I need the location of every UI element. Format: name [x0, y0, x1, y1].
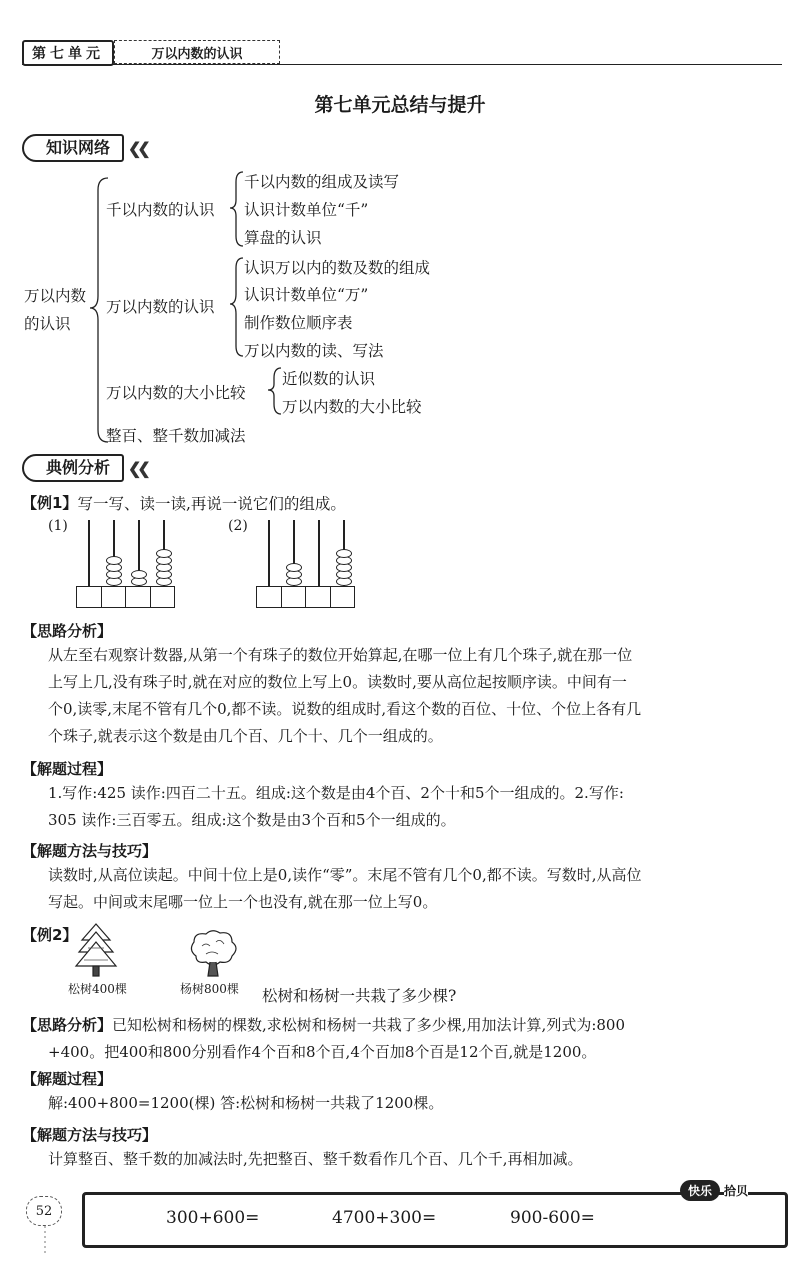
- tree-b3-item: 万以内数的大小比较: [282, 398, 422, 416]
- dotted-ornament: [30, 1226, 60, 1256]
- ex1-method-line: 写起。中间或末尾哪一位上一个也没有,就在那一位上写0。: [48, 893, 438, 911]
- happy-shell-badge: [680, 1180, 748, 1201]
- poplar-caption: 杨树800棵: [180, 982, 239, 996]
- ex2-analysis-line: 已知松树和杨树的棵数,求松树和杨树一共栽了多少棵,用加法计算,列式为:800: [112, 1016, 626, 1034]
- abacus-bead: [336, 549, 352, 558]
- ex1-analysis-line: 个珠子,就表示这个数是由几个百、几个十、几个一组成的。: [48, 727, 443, 745]
- abacus-bead: [131, 570, 147, 579]
- ex2-analysis: [22, 1012, 792, 1066]
- double-chevron-icon: ❮❮: [128, 458, 147, 478]
- ex1-tag: 【例1】: [22, 494, 78, 512]
- equation-3: 900-600=: [510, 1208, 595, 1228]
- abacus1-label: (1): [48, 518, 68, 534]
- ex1-analysis-line: 个0,读零,末尾不管有几个0,都不读。说数的组成时,看这个数的百位、十位、个位上各有几: [48, 700, 642, 718]
- section-network-label: 知识网络: [22, 134, 124, 162]
- ex1-analysis-head: 【思路分析】: [22, 622, 113, 640]
- abacus2-label: (2): [228, 518, 248, 534]
- tree-b2-label: 万以内数的认识: [106, 298, 215, 316]
- ex1-process: [48, 780, 788, 834]
- ex1-analysis-line: 上写上几,没有珠子时,就在对应的数位上写上0。读数时,要从高位起按顺序读。中间有一: [48, 673, 627, 691]
- pine-tree-icon: [74, 922, 118, 978]
- abacus-1: [76, 520, 176, 610]
- ex1-process-head: 【解题过程】: [22, 760, 113, 778]
- abacus-2: [256, 520, 356, 610]
- tree-root-line2: 的认识: [24, 315, 71, 333]
- tree-b2-item: 认识万以内的数及数的组成: [244, 259, 431, 277]
- ex2-analysis-head: 【思路分析】: [22, 1016, 113, 1034]
- tree-b2-item: 制作数位顺序表: [244, 314, 353, 332]
- ex1-header: [22, 492, 346, 514]
- abacus-cell: [102, 587, 127, 607]
- section-examples-label: 典例分析: [22, 454, 124, 482]
- tree-b1-item: 算盘的认识: [244, 229, 322, 247]
- badge-shell: 拾贝: [724, 1184, 749, 1198]
- ex1-analysis-line: 从左至右观察计数器,从第一个有珠子的数位开始算起,在哪一位上有几个珠子,就在那一位: [48, 646, 633, 664]
- ex1-method-head: 【解题方法与技巧】: [22, 842, 158, 860]
- section-examples: [22, 454, 147, 482]
- abacus-cell: [77, 587, 102, 607]
- ex2-method: 计算整百、整千数的加减法时,先把整百、整千数看作几个百、几个千,再相加减。: [48, 1150, 583, 1168]
- page-number: 52: [26, 1196, 62, 1226]
- tree-b2-item: 认识计数单位“万”: [244, 286, 369, 304]
- tree-b3-label: 万以内数的大小比较: [106, 384, 246, 402]
- abacus-rod: [318, 520, 320, 586]
- ex2-tag: 【例2】: [22, 926, 78, 944]
- abacus-bead: [106, 556, 122, 565]
- tree-b3-item: 近似数的认识: [282, 370, 376, 388]
- double-chevron-icon: ❮❮: [128, 138, 147, 158]
- ex2-process: 解:400+800=1200(棵) 答:松树和杨树一共栽了1200棵。: [48, 1094, 444, 1112]
- ex2-question: 松树和杨树一共栽了多少棵?: [262, 987, 457, 1005]
- badge-happy: 快乐: [680, 1180, 720, 1201]
- ex1-method-line: 读数时,从高位读起。中间十位上是0,读作“零”。末尾不管有几个0,都不读。写数时,从高位: [48, 866, 642, 884]
- tree-root: [24, 282, 86, 338]
- abacus-cell: [151, 587, 175, 607]
- abacus-rod: [268, 520, 270, 586]
- abacus-base: [256, 586, 355, 608]
- unit-label: 第七单元: [22, 40, 114, 66]
- abacus-cell: [282, 587, 307, 607]
- pine-caption: 松树400棵: [68, 982, 127, 996]
- abacus-rod: [88, 520, 90, 586]
- poplar-tree-icon: [186, 928, 240, 978]
- equation-2: 4700+300=: [332, 1208, 437, 1228]
- tree-b1-label: 千以内数的认识: [106, 201, 215, 219]
- abacus-cell: [306, 587, 331, 607]
- abacus-cell: [257, 587, 282, 607]
- tree-root-line1: 万以内数: [24, 287, 87, 305]
- tree-b4-label: 整百、整千数加减法: [106, 427, 246, 445]
- tree-b2-item: 万以内数的读、写法: [244, 342, 384, 360]
- equation-1: 300+600=: [166, 1208, 260, 1228]
- page-title: 第七单元总结与提升: [314, 94, 486, 116]
- abacus-cell: [126, 587, 151, 607]
- abacus-cell: [331, 587, 355, 607]
- tree-b1-item: 认识计数单位“千”: [244, 201, 369, 219]
- abacus-base: [76, 586, 175, 608]
- ex1-analysis: [48, 642, 788, 750]
- ex1-process-line: 305 读作:三百零五。组成:这个数是由3个百和5个一组成的。: [48, 811, 456, 829]
- tree-b1-item: 千以内数的组成及读写: [244, 173, 400, 191]
- ex2-process-head: 【解题过程】: [22, 1070, 113, 1088]
- topic-label: 万以内数的认识: [114, 40, 280, 64]
- ex1-method: [48, 862, 788, 916]
- ex1-process-line: 1.写作:425 读作:四百二十五。组成:这个数是由4个百、2个十和5个一组成的。2.写作:: [48, 784, 624, 802]
- ex2-analysis-line: +400。把400和800分别看作4个百和8个百,4个百加8个百是12个百,就是1200。: [48, 1043, 597, 1061]
- ex2-method-head: 【解题方法与技巧】: [22, 1126, 158, 1144]
- ex1-prompt: 写一写、读一读,再说一说它们的组成。: [77, 495, 346, 513]
- abacus-bead: [286, 563, 302, 572]
- abacus-bead: [156, 549, 172, 558]
